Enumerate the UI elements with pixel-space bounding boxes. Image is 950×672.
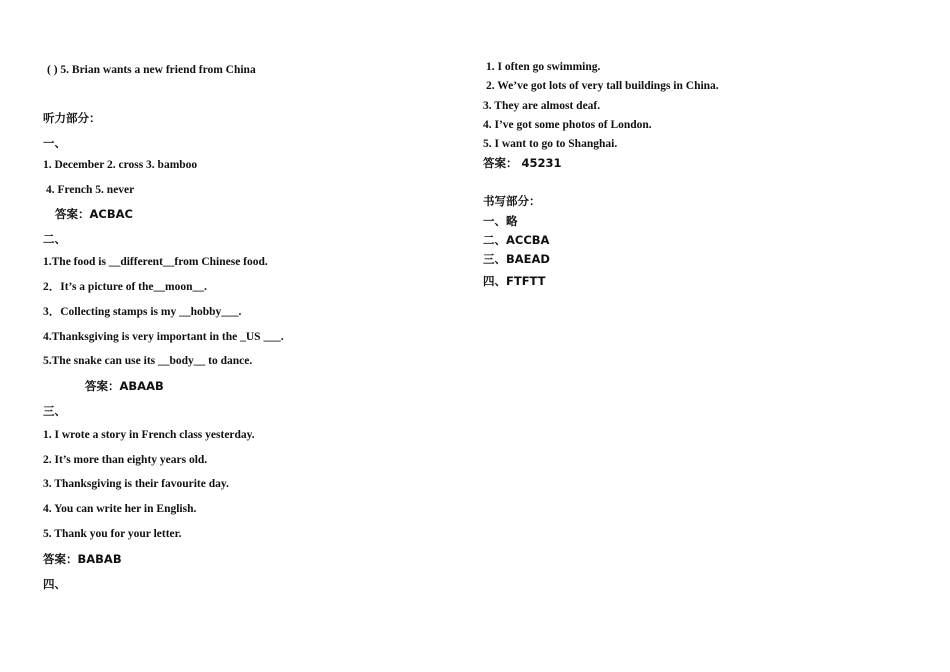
writing-answer-2: 二、ACCBA	[483, 233, 550, 247]
section-2-item: 4.Thanksgiving is very important in the _US ___.	[43, 331, 284, 343]
section-3-item: 1. I wrote a story in French class yesterday.	[43, 429, 255, 441]
section-1-heading: 一、	[43, 136, 66, 150]
section-1-answer: 答案：ACBAC	[55, 207, 133, 221]
section-4-item: 2. We’ve got lots of very tall buildings in China.	[486, 80, 719, 92]
section-2-item: 1.The food is __different__from Chinese food.	[43, 256, 268, 268]
section-2-item: 5.The snake can use its __body__ to dance.	[43, 355, 253, 367]
section-4-item: 5. I want to go to Shanghai.	[483, 138, 618, 150]
section-1-line-1: 1. December 2. cross 3. bamboo	[43, 159, 198, 171]
section-3-item: 3. Thanksgiving is their favourite day.	[43, 478, 229, 490]
section-3-heading: 三、	[43, 404, 66, 418]
section-3-item: 2. It’s more than eighty years old.	[43, 454, 208, 466]
section-4-item: 4. I’ve got some photos of London.	[483, 119, 652, 131]
writing-section-heading: 书写部分：	[483, 194, 541, 208]
section-2-answer: 答案：ABAAB	[85, 379, 164, 393]
section-2-heading: 二、	[43, 232, 66, 246]
question-5: ( ) 5. Brian wants a new friend from China	[47, 64, 256, 76]
section-4-heading: 四、	[43, 577, 66, 591]
listening-section-heading: 听力部分：	[43, 111, 101, 125]
section-4-answer: 答案： 45231	[483, 156, 562, 170]
section-4-item: 3. They are almost deaf.	[483, 100, 601, 112]
section-3-item: 5. Thank you for your letter.	[43, 528, 182, 540]
section-2-item: 3．Collecting stamps is my __hobby___.	[43, 306, 242, 318]
section-4-item: 1. I often go swimming.	[486, 61, 601, 73]
section-1-line-2: 4. French 5. never	[46, 184, 135, 196]
section-3-item: 4. You can write her in English.	[43, 503, 197, 515]
writing-answer-1: 一、略	[483, 214, 518, 228]
writing-answer-4: 四、FTFTT	[483, 274, 546, 288]
writing-answer-3: 三、BAEAD	[483, 252, 550, 266]
section-2-item: 2．It’s a picture of the__moon__.	[43, 281, 207, 293]
section-3-answer: 答案：BABAB	[43, 552, 122, 566]
